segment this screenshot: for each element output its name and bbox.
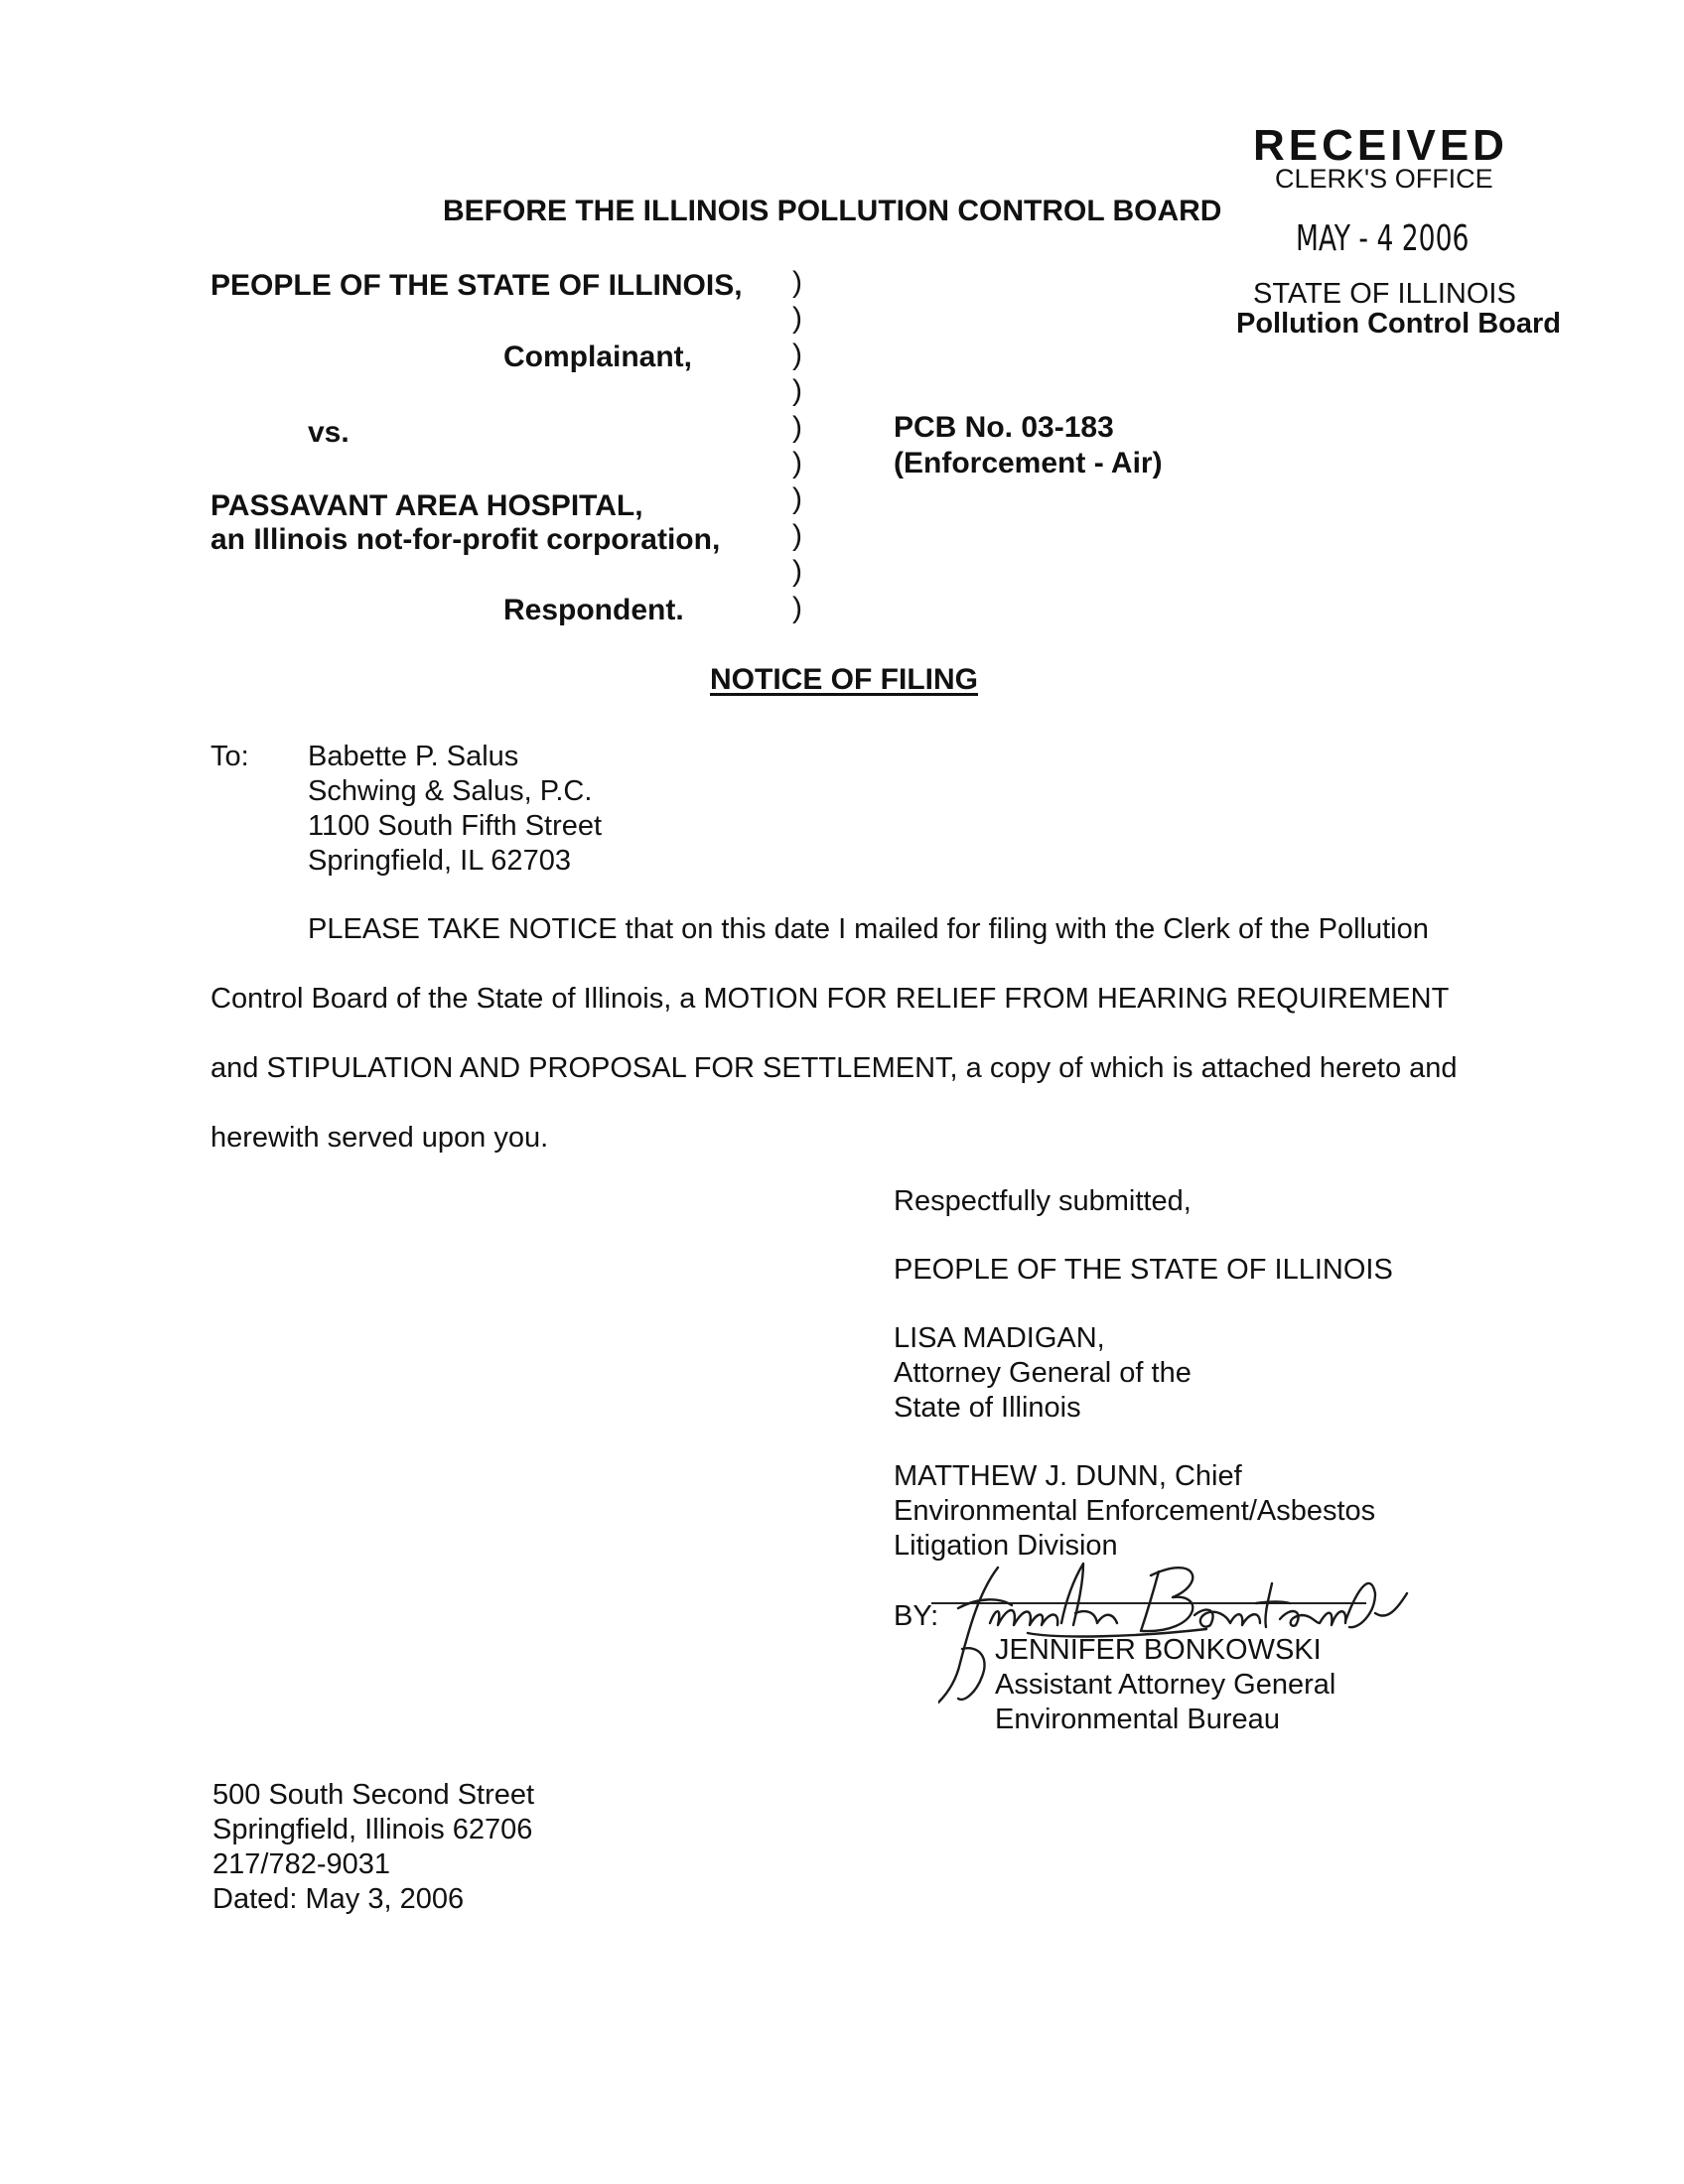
stamp-board: Pollution Control Board [1236, 308, 1562, 340]
closing: Respectfully submitted, [894, 1185, 1192, 1217]
paren: ) [792, 266, 802, 299]
versus-label: vs. [308, 416, 350, 449]
paren: ) [792, 446, 802, 479]
paren: ) [792, 338, 802, 371]
party-name: PEOPLE OF THE STATE OF ILLINOIS [894, 1254, 1393, 1286]
chief-title: Litigation Division [894, 1530, 1118, 1562]
case-number: PCB No. 03-183 [894, 411, 1114, 444]
body-line: and STIPULATION AND PROPOSAL FOR SETTLEMENT, a copy of which is attached hereto and [210, 1052, 1458, 1084]
caption-title: BEFORE THE ILLINOIS POLLUTION CONTROL BOARD [443, 195, 1222, 227]
paren: ) [792, 410, 802, 444]
stamp-received: RECEIVED [1253, 121, 1508, 170]
to-label: To: [210, 741, 249, 772]
body-line: Control Board of the State of Illinois, a MOTION FOR RELIEF FROM HEARING REQUIREMENT [210, 983, 1450, 1015]
attorney-general-title: Attorney General of the [894, 1357, 1192, 1389]
footer-phone: 217/782-9031 [212, 1848, 390, 1880]
paren: ) [792, 518, 802, 552]
paren: ) [792, 482, 802, 516]
signer-bureau: Environmental Bureau [995, 1704, 1280, 1735]
body-line: herewith served upon you. [210, 1122, 549, 1154]
notice-heading: NOTICE OF FILING [710, 663, 978, 696]
stamp-clerks-office: CLERK'S OFFICE [1275, 164, 1493, 194]
chief-title: Environmental Enforcement/Asbestos [894, 1495, 1376, 1527]
recipient-line: Springfield, IL 62703 [308, 845, 571, 877]
footer-street: 500 South Second Street [212, 1779, 535, 1811]
recipient-line: Schwing & Salus, P.C. [308, 775, 593, 807]
complainant-role: Complainant, [503, 341, 693, 373]
footer-dated: Dated: May 3, 2006 [212, 1883, 465, 1915]
stamp-state: STATE OF ILLINOIS [1253, 278, 1516, 310]
recipient-line: Babette P. Salus [308, 741, 519, 772]
respondent-description: an Illinois not-for-profit corporation, [210, 523, 721, 556]
case-type: (Enforcement - Air) [894, 447, 1163, 479]
chief-name: MATTHEW J. DUNN, Chief [894, 1460, 1242, 1492]
footer-city: Springfield, Illinois 62706 [212, 1814, 533, 1845]
by-label: BY: [894, 1600, 939, 1632]
caption-parentheses [792, 265, 812, 626]
attorney-general-title: State of Illinois [894, 1392, 1081, 1424]
signer-title: Assistant Attorney General [995, 1669, 1336, 1701]
complainant-name: PEOPLE OF THE STATE OF ILLINOIS, [210, 269, 743, 302]
paren: ) [792, 591, 802, 624]
attorney-general-name: LISA MADIGAN, [894, 1322, 1105, 1354]
respondent-name: PASSAVANT AREA HOSPITAL, [210, 489, 643, 522]
recipient-line: 1100 South Fifth Street [308, 810, 603, 842]
body-line: PLEASE TAKE NOTICE that on this date I mailed for filing with the Clerk of the Pollution [308, 913, 1429, 945]
paren: ) [792, 302, 802, 336]
paren: ) [792, 555, 802, 589]
paren: ) [792, 374, 802, 408]
respondent-role: Respondent. [503, 594, 684, 626]
signer-name: JENNIFER BONKOWSKI [995, 1634, 1322, 1666]
stamp-date: MAY - 4 2006 [1296, 218, 1470, 259]
